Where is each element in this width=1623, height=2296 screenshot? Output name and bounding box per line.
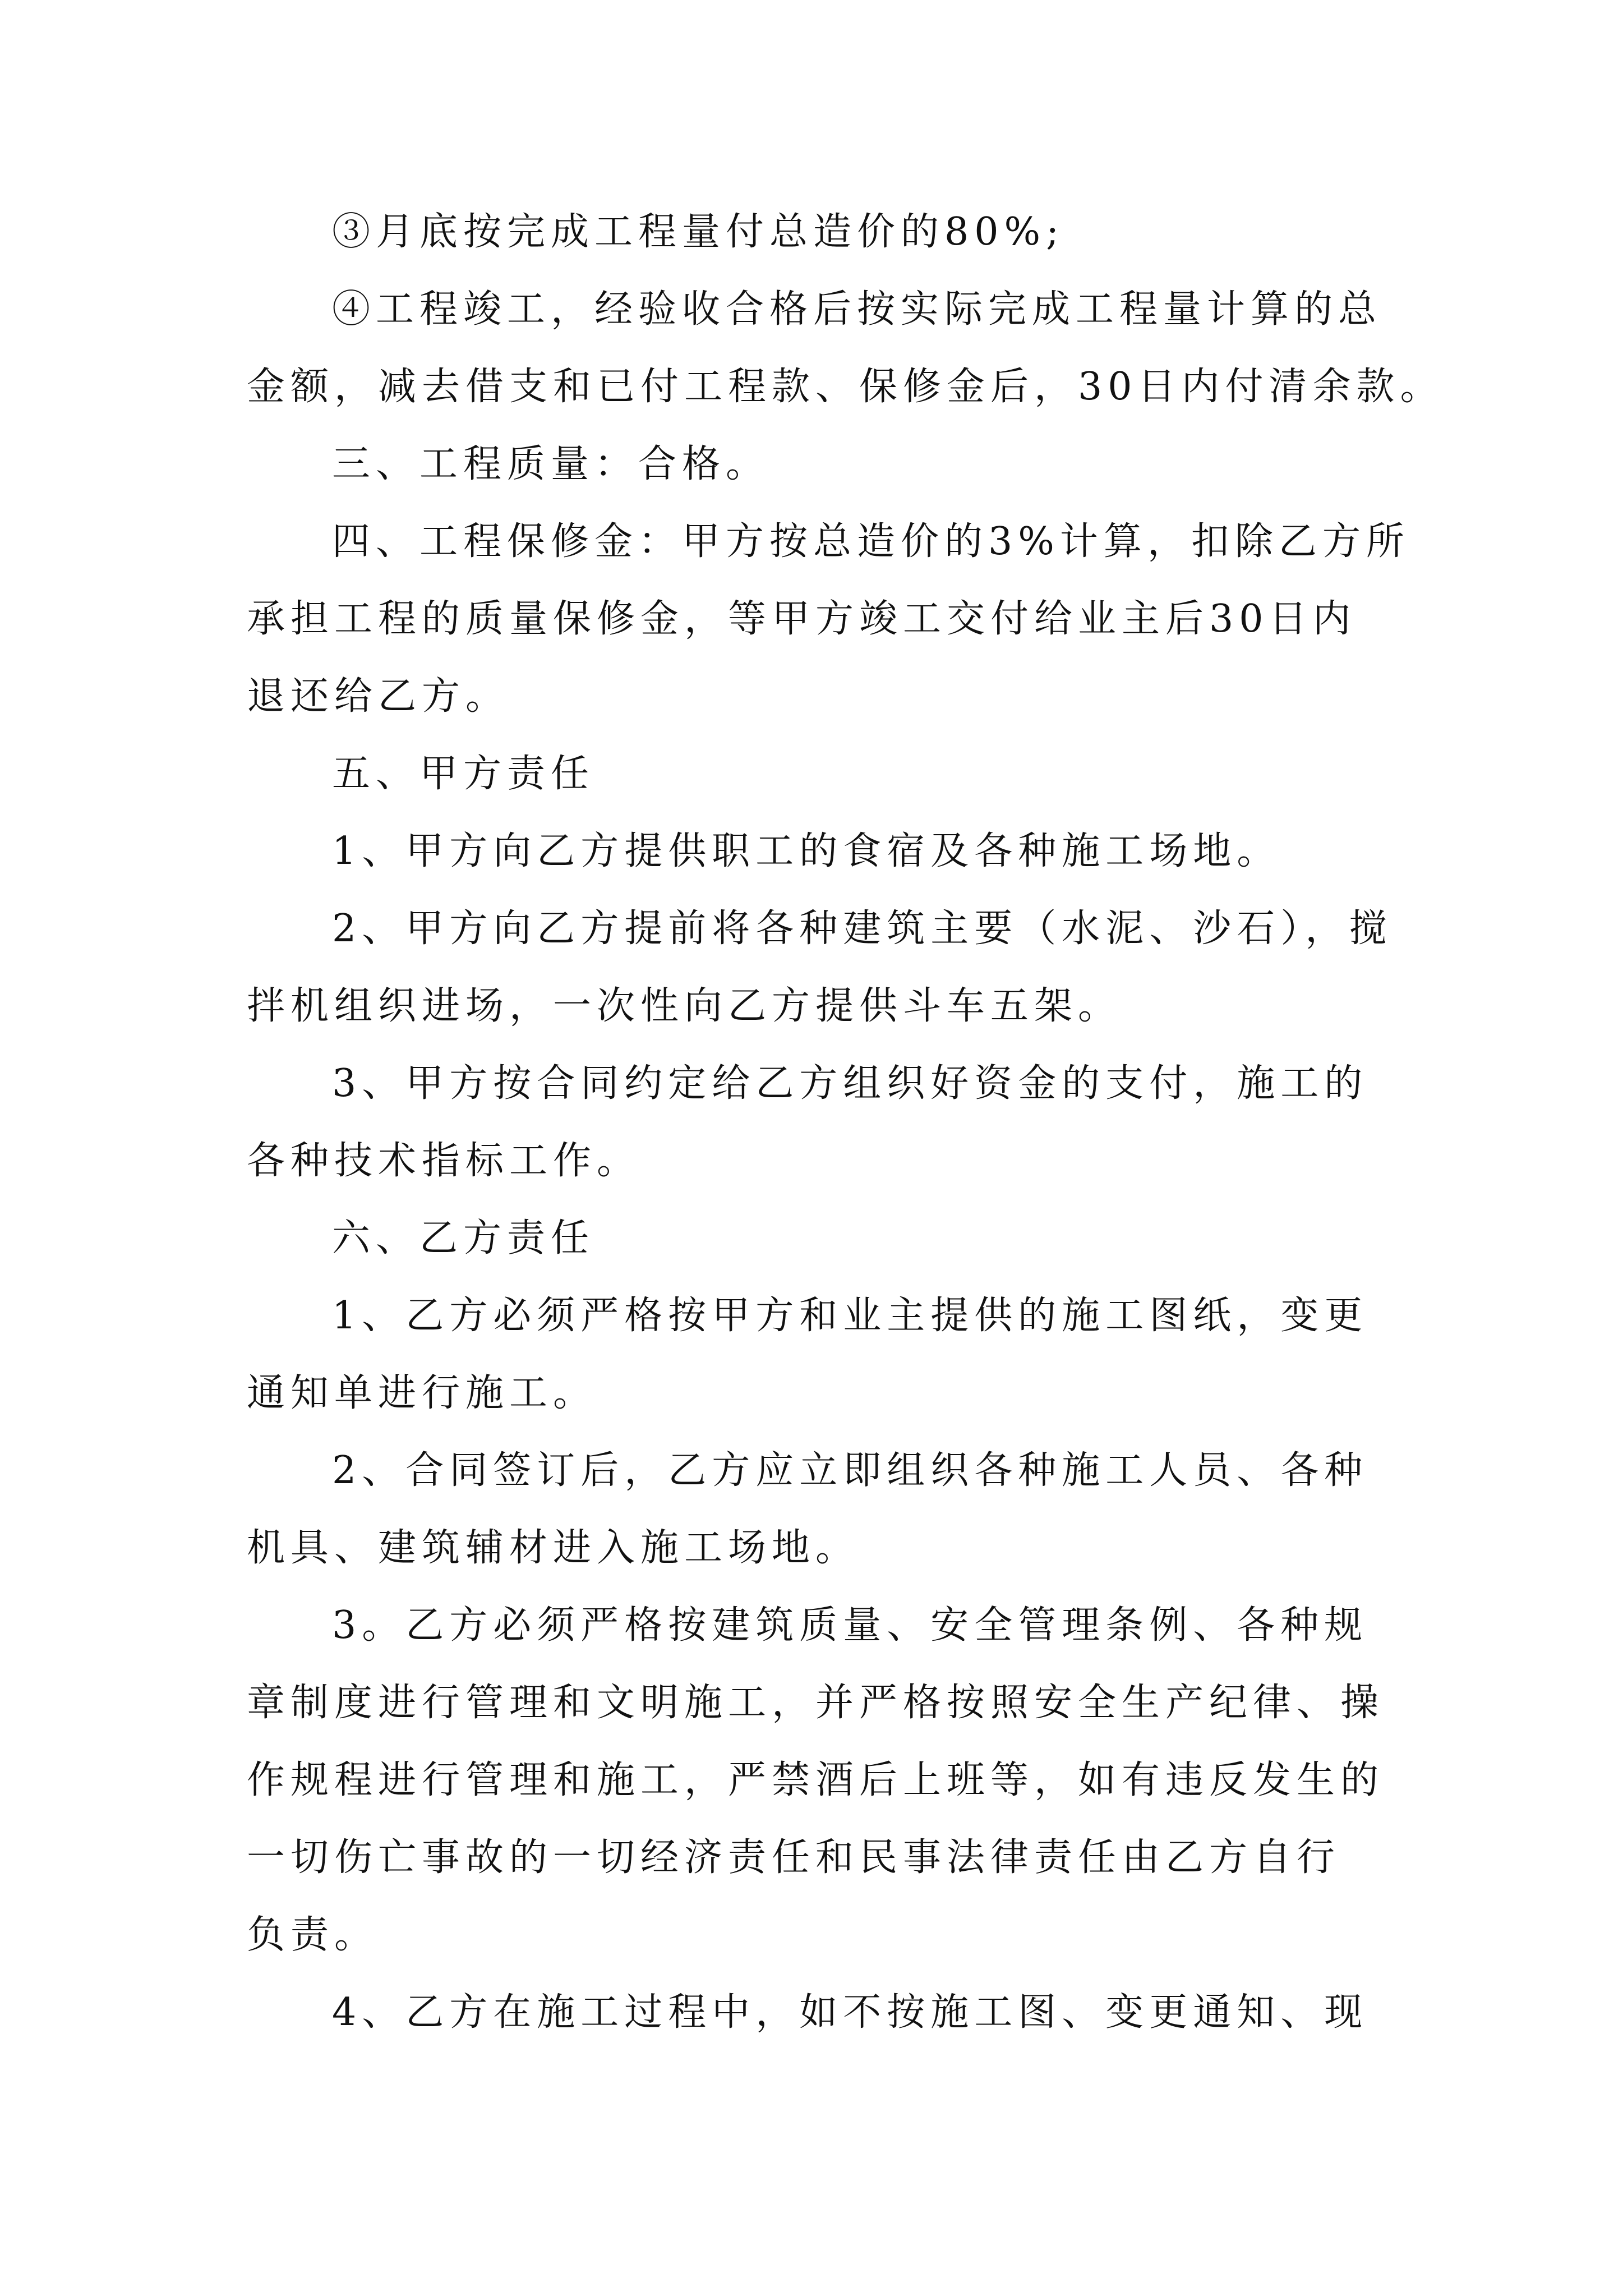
section-heading: 六、乙方责任 (332, 1216, 595, 1260)
text-line: 各种技术指标工作。 (247, 1139, 641, 1183)
section-heading: 三、工程质量：合格。 (332, 442, 770, 486)
text-line: 作规程进行管理和施工，严禁酒后上班等，如有违反发生的 (247, 1758, 1385, 1802)
text-line: 3。乙方必须严格按建筑质量、安全管理条例、各种规 (332, 1603, 1368, 1648)
text-line: ④工程竣工，经验收合格后按实际完成工程量计算的总 (332, 287, 1382, 332)
document-body (247, 194, 1444, 2051)
text-line: 2、甲方向乙方提前将各种建筑主要（水泥、沙石），搅 (332, 907, 1393, 951)
text-line: 负责。 (247, 1913, 379, 1957)
text-line: 1、乙方必须严格按甲方和业主提供的施工图纸，变更 (332, 1294, 1368, 1338)
text-line: 2、合同签订后，乙方应立即组织各种施工人员、各种 (332, 1448, 1368, 1493)
text-line: 通知单进行施工。 (247, 1371, 597, 1415)
text-line: 章制度进行管理和文明施工，并严格按照安全生产纪律、操 (247, 1681, 1385, 1725)
text-line: 3、甲方按合同约定给乙方组织好资金的支付，施工的 (332, 1061, 1368, 1106)
text-line: 拌机组织进场，一次性向乙方提供斗车五架。 (247, 984, 1122, 1028)
text-line: 退还给乙方。 (247, 674, 510, 719)
text-line: 1、甲方向乙方提供职工的食宿及各种施工场地。 (332, 829, 1281, 873)
text-line: 4、乙方在施工过程中，如不按施工图、变更通知、现 (332, 1990, 1368, 2035)
text-line: 承担工程的质量保修金，等甲方竣工交付给业主后30日内 (247, 597, 1357, 641)
text-line: ③月底按完成工程量付总造价的80%; (332, 210, 1065, 254)
section-heading: 五、甲方责任 (332, 752, 595, 796)
text-line: 四、工程保修金：甲方按总造价的3%计算，扣除乙方所 (332, 519, 1410, 564)
text-line: 一切伤亡事故的一切经济责任和民事法律责任由乙方自行 (247, 1835, 1341, 1880)
text-line: 机具、建筑辅材进入施工场地。 (247, 1526, 860, 1570)
text-line: 金额，减去借支和已付工程款、保修金后，30日内付清余款。 (247, 365, 1444, 409)
